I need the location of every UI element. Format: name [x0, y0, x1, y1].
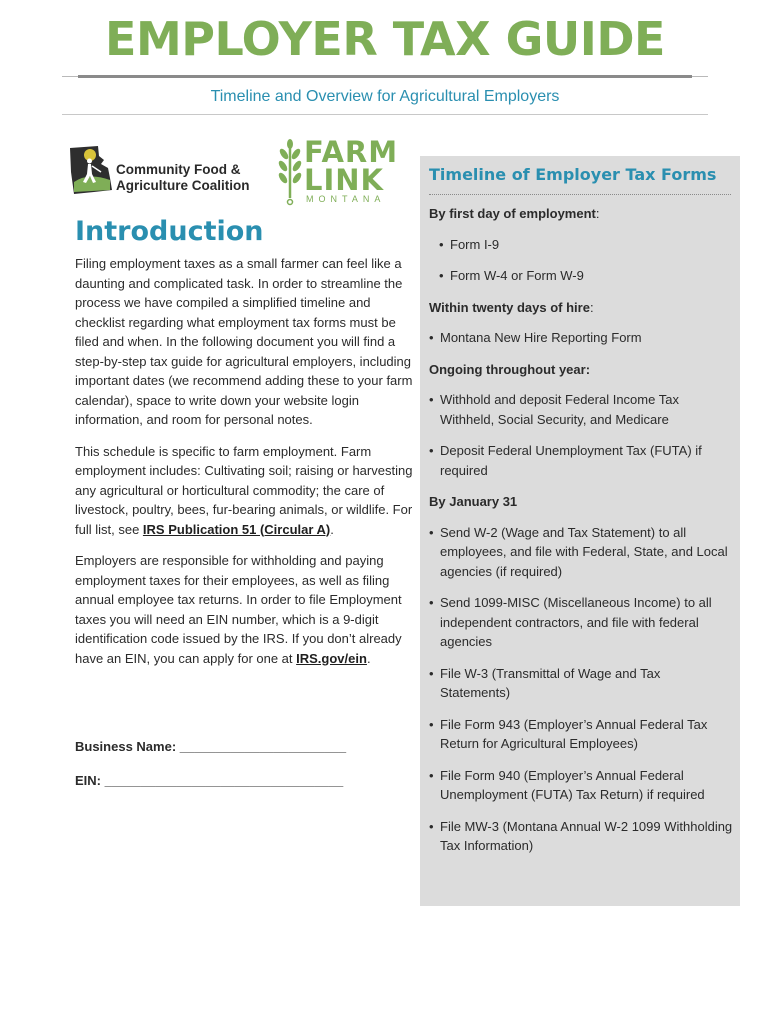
page-title: EMPLOYER TAX GUIDE: [105, 12, 665, 66]
header-rule-accent: [78, 75, 692, 78]
timeline-item-list: [429, 235, 733, 286]
timeline-section-title-text: By January 31: [429, 494, 518, 509]
timeline-item-list: [429, 328, 733, 348]
montana-map-farmer-icon: [68, 142, 114, 198]
timeline-section-title-text: Ongoing throughout year:: [429, 361, 591, 377]
intro-paragraph-3-end: .: [366, 650, 371, 666]
timeline-section-title: [429, 360, 733, 380]
intro-column: [75, 254, 413, 680]
timeline-section-title: [429, 204, 733, 224]
cfac-logo-line1: Community Food &: [116, 162, 241, 177]
timeline-item: • File W-3 (Transmittal of Wage and Tax Statements): [429, 664, 733, 703]
timeline-section-colon: :: [595, 206, 600, 221]
farmlink-logo-link: LINK: [304, 163, 385, 197]
ein-field[interactable]: EIN: _________________________________: [75, 773, 344, 788]
timeline-item-list: [429, 390, 733, 480]
timeline-item: • Montana New Hire Reporting Form: [429, 328, 733, 348]
timeline-body: [429, 204, 733, 868]
timeline-item: • File Form 940 (Employer’s Annual Federal Unemployment (FUTA) Tax Return) if required: [429, 766, 733, 805]
intro-paragraph-1: Filing employment taxes as a small farmer can feel like a daunting and complicated task. In order to streamline the process we have compiled a simplified timeline and checklist regarding what employment tax forms must be filed and when. In the following document you will find a step-by-step tax guide for agricultural employers, including important dates (we recommend adding these to your farm calendar), space to write down your website login information, and room for personal notes.: [75, 256, 413, 427]
irs-gov-ein-link[interactable]: IRS.gov/ein: [296, 650, 367, 666]
irs-publication-51-link[interactable]: IRS Publication 51 (Circular A): [142, 521, 331, 537]
farmlink-logo: [276, 135, 400, 206]
intro-heading: Introduction: [75, 216, 264, 247]
timeline-section-title: [429, 492, 733, 512]
page-subtitle: Timeline and Overview for Agricultural Employers: [210, 88, 560, 105]
timeline-section-colon: :: [589, 299, 594, 315]
timeline-item: • Send 1099-MISC (Miscellaneous Income) to all independent contractors, and file with federal agencies: [429, 593, 733, 652]
cfac-logo: [68, 142, 258, 198]
timeline-item: • File MW-3 (Montana Annual W-2 1099 Withholding Tax Information): [429, 817, 733, 856]
timeline-section-title-text: By first day of employment: [429, 206, 596, 221]
timeline-item: • Form W-4 or Form W-9: [439, 266, 733, 286]
timeline-item: • Send W-2 (Wage and Tax Statement) to all employees, and file with Federal, State, and Local agencies (if required): [429, 523, 733, 582]
wheat-stalk-icon: [276, 138, 304, 206]
subtitle-rule: [62, 114, 708, 115]
timeline-divider: [429, 194, 731, 195]
timeline-panel: [420, 156, 740, 906]
cfac-logo-line2: Agriculture Coalition: [116, 178, 250, 193]
farmlink-logo-montana: MONTANA: [306, 194, 386, 204]
timeline-section-title-text: Within twenty days of hire: [429, 299, 590, 315]
intro-paragraph-2-end: .: [330, 521, 334, 537]
timeline-item: • Deposit Federal Unemployment Tax (FUTA) if required: [429, 441, 733, 480]
intro-paragraph-2: [75, 442, 413, 540]
intro-paragraph-3-text: Employers are responsible for withholding and paying employment taxes for their employees, as well as filing annual employee tax returns. In order to file Employment taxes you will need an EIN number, which is a 9-digit identification code issued by the IRS. If you don’t already have an EIN, you can apply for one at: [75, 553, 402, 666]
business-name-field[interactable]: Business Name: _______________________: [75, 739, 347, 754]
timeline-section-title: [429, 298, 733, 318]
timeline-item: • File Form 943 (Employer’s Annual Federal Tax Return for Agricultural Employees): [429, 715, 733, 754]
timeline-heading: Timeline of Employer Tax Forms: [429, 165, 717, 184]
farmlink-logo-farm: FARM: [304, 135, 399, 169]
timeline-item: • Form I-9: [439, 235, 733, 255]
intro-paragraph-3: [75, 551, 413, 668]
timeline-item: • Withhold and deposit Federal Income Tax Withheld, Social Security, and Medicare: [429, 390, 733, 429]
intro-paragraph-2-text: This schedule is specific to farm employment. Farm employment includes: Cultivating soil; raising or harvesting any agricultural or horticultural commodity; the care of livestock, poultry, bees, fur-bearing animals, or wildlife. For full list, see: [75, 443, 413, 537]
timeline-item-list: [429, 523, 733, 856]
